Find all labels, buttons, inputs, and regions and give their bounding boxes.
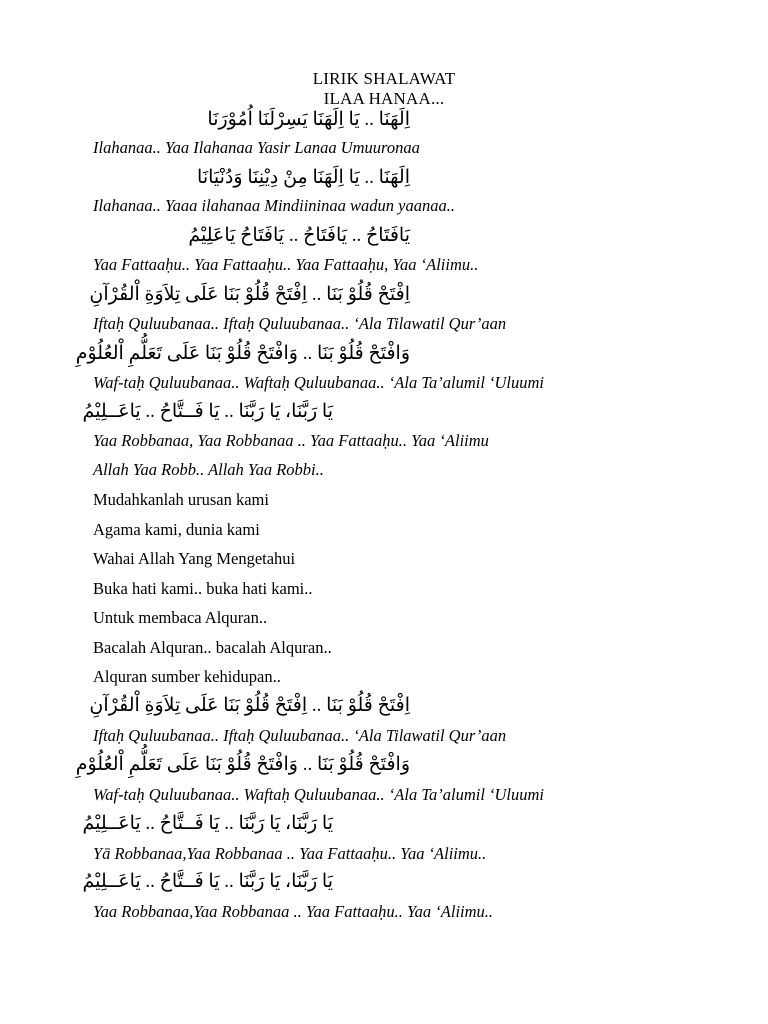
translation-line: Agama kami, dunia kami bbox=[93, 520, 260, 539]
translation-line: Untuk membaca Alquran.. bbox=[93, 608, 268, 627]
arabic-line: يَافَتَاحُ .. يَافَتَاحُ .. يَافَتَاحُ يَاعَلِيْمُ bbox=[188, 225, 410, 246]
translation-line: Wahai Allah Yang Mengetahui bbox=[93, 549, 296, 568]
translation-line: Mudahkanlah urusan kami bbox=[93, 490, 269, 509]
transliteration-line: Yaa Robbanaa,Yaa Robbanaa .. Yaa Fattaaḥu.. Yaa ‘Aliimu.. bbox=[93, 902, 494, 921]
transliteration-line: Allah Yaa Robb.. Allah Yaa Robbi.. bbox=[93, 460, 324, 479]
transliteration-line: Iftaḥ Quluubanaa.. Iftaḥ Quluubanaa.. ‘Ala Tilawatil Qur’aan bbox=[93, 314, 507, 333]
arabic-line: اِفْتَحْ قُلُوْ بَنَا .. اِفْتَحْ قُلُوْ بَنَا عَلَى تِلاَوَةِ اْلقُرْآنِ bbox=[89, 284, 410, 305]
arabic-line: وَافْتَحْ قُلُوْ بَنَا .. وَافْتَحْ قُلُوْ بَنَا عَلَى تَعَلُّمِ اْلعُلُوْمِ bbox=[75, 754, 410, 775]
transliteration-line: Waf-taḥ Quluubanaa.. Waftaḥ Quluubanaa.. ‘Ala Ta’alumil ‘Uluumi bbox=[93, 785, 545, 804]
transliteration-line: Yaa Robbanaa, Yaa Robbanaa .. Yaa Fattaaḥu.. Yaa ‘Aliimu bbox=[93, 431, 489, 450]
page-subtitle: ILAA HANAA... bbox=[323, 89, 445, 108]
arabic-line: يَا رَبَّنَا، يَا رَبَّنَا .. يَا فَــتَّاحُ .. يَاعَــلِيْمُ bbox=[82, 813, 333, 834]
arabic-line: يَا رَبَّنَا، يَا رَبَّنَا .. يَا فَــتَّاحُ .. يَاعَــلِيْمُ bbox=[82, 401, 333, 422]
page-title: LIRIK SHALAWAT bbox=[312, 69, 456, 88]
translation-line: Bacalah Alquran.. bacalah Alquran.. bbox=[93, 638, 332, 657]
arabic-line: يَا رَبَّنَا، يَا رَبَّنَا .. يَا فَــتَّاحُ .. يَاعَــلِيْمُ bbox=[82, 871, 333, 892]
arabic-line: اِلَهَنَا .. يَا اِلَهَنَا مِنْ دِيْنِنَا وَدُنْيَانَا bbox=[197, 167, 410, 188]
transliteration-line: Ilahanaa.. Yaaa ilahanaa Mindiininaa wadun yaanaa.. bbox=[93, 196, 455, 215]
arabic-line: اِلَهَنَا .. يَا اِلَهَنَا يَسِرْلَنَا اُمُوْرَنَا bbox=[207, 109, 410, 130]
arabic-line: وَافْتَحْ قُلُوْ بَنَا .. وَافْتَحْ قُلُوْ بَنَا عَلَى تَعَلُّمِ اْلعُلُوْمِ bbox=[75, 343, 410, 364]
translation-line: Alquran sumber kehidupan.. bbox=[93, 667, 281, 686]
transliteration-line: Ilahanaa.. Yaa Ilahanaa Yasir Lanaa Umuuronaa bbox=[93, 138, 420, 157]
transliteration-line: Waf-taḥ Quluubanaa.. Waftaḥ Quluubanaa.. ‘Ala Ta’alumil ‘Uluumi bbox=[93, 373, 545, 392]
transliteration-line: Yaa Fattaaḥu.. Yaa Fattaaḥu.. Yaa Fattaaḥu, Yaa ‘Aliimu.. bbox=[93, 255, 479, 274]
transliteration-line: Yā Robbanaa,Yaa Robbanaa .. Yaa Fattaaḥu.. Yaa ‘Aliimu.. bbox=[93, 844, 487, 863]
arabic-line: اِفْتَحْ قُلُوْ بَنَا .. اِفْتَحْ قُلُوْ بَنَا عَلَى تِلاَوَةِ اْلقُرْآنِ bbox=[89, 695, 410, 716]
translation-line: Buka hati kami.. buka hati kami.. bbox=[93, 579, 313, 598]
transliteration-line: Iftaḥ Quluubanaa.. Iftaḥ Quluubanaa.. ‘Ala Tilawatil Qur’aan bbox=[93, 726, 507, 745]
